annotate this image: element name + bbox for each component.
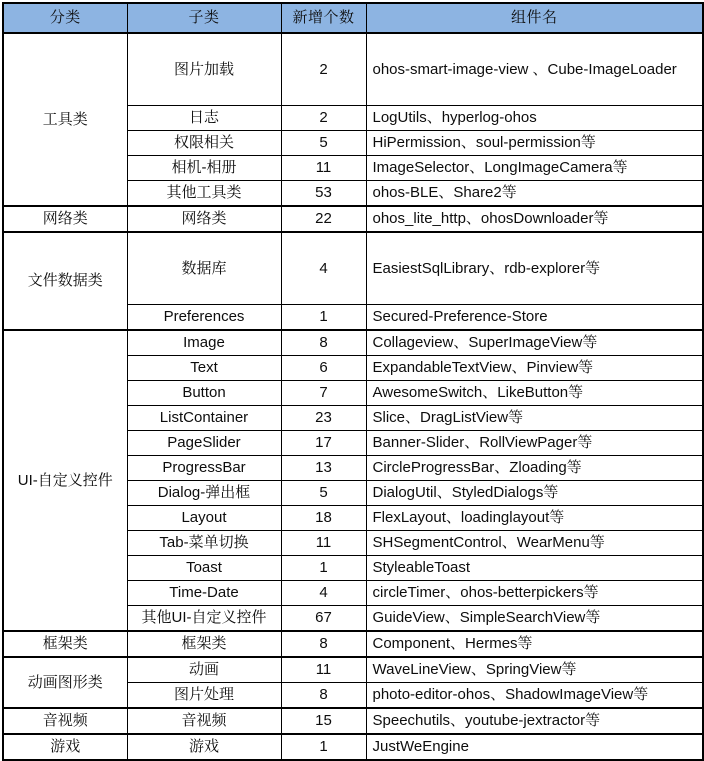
cell-subcategory: 数据库 [127,232,281,305]
cell-subcategory: Preferences [127,305,281,331]
cell-count: 8 [281,631,366,657]
cell-component-names: JustWeEngine [366,734,703,760]
cell-subcategory: Dialog-弹出框 [127,481,281,506]
cell-count: 4 [281,232,366,305]
cell-subcategory: 图片处理 [127,683,281,709]
cell-component-names: Component、Hermes等 [366,631,703,657]
cell-component-names: CircleProgressBar、Zloading等 [366,456,703,481]
table-row [3,330,703,356]
cell-category: UI-自定义控件 [3,330,127,631]
cell-subcategory: ListContainer [127,406,281,431]
cell-subcategory: 其他工具类 [127,181,281,207]
cell-component-names: WaveLineView、SpringView等 [366,657,703,683]
cell-count: 1 [281,305,366,331]
cell-component-names: circleTimer、ohos-betterpickers等 [366,581,703,606]
cell-count: 23 [281,406,366,431]
table-row [3,734,703,760]
cell-subcategory: Layout [127,506,281,531]
cell-subcategory: Toast [127,556,281,581]
cell-count: 11 [281,531,366,556]
cell-count: 18 [281,506,366,531]
cell-subcategory: 相机-相册 [127,156,281,181]
cell-category: 动画图形类 [3,657,127,708]
cell-category: 文件数据类 [3,232,127,330]
cell-component-names: LogUtils、hyperlog-ohos [366,106,703,131]
cell-count: 5 [281,481,366,506]
cell-count: 8 [281,683,366,709]
cell-count: 8 [281,330,366,356]
cell-count: 22 [281,206,366,232]
cell-subcategory: 音视频 [127,708,281,734]
cell-component-names: AwesomeSwitch、LikeButton等 [366,381,703,406]
cell-count: 2 [281,106,366,131]
cell-subcategory: 其他UI-自定义控件 [127,606,281,632]
cell-subcategory: 动画 [127,657,281,683]
header-cell-category: 分类 [3,3,127,33]
cell-count: 6 [281,356,366,381]
cell-component-names: ExpandableTextView、Pinview等 [366,356,703,381]
cell-count: 5 [281,131,366,156]
cell-category: 工具类 [3,33,127,206]
cell-category: 音视频 [3,708,127,734]
table-row [3,708,703,734]
table-row [3,206,703,232]
cell-category: 游戏 [3,734,127,760]
cell-component-names: DialogUtil、StyledDialogs等 [366,481,703,506]
table-row [3,232,703,305]
cell-count: 4 [281,581,366,606]
cell-category: 框架类 [3,631,127,657]
cell-component-names: Secured-Preference-Store [366,305,703,331]
cell-component-names: StyleableToast [366,556,703,581]
component-stats-table [2,2,704,761]
cell-count: 1 [281,734,366,760]
header-cell-component-name: 组件名 [366,3,703,33]
cell-count: 2 [281,33,366,106]
table-row [3,33,703,106]
cell-component-names: EasiestSqlLibrary、rdb-explorer等 [366,232,703,305]
header-cell-subcategory: 子类 [127,3,281,33]
cell-subcategory: 日志 [127,106,281,131]
cell-count: 11 [281,156,366,181]
cell-component-names: ohos_lite_http、ohosDownloader等 [366,206,703,232]
cell-subcategory: 框架类 [127,631,281,657]
cell-count: 7 [281,381,366,406]
cell-subcategory: Tab-菜单切换 [127,531,281,556]
cell-subcategory: Button [127,381,281,406]
header-row [3,3,703,33]
cell-count: 13 [281,456,366,481]
cell-component-names: Speechutils、youtube-jextractor等 [366,708,703,734]
cell-count: 11 [281,657,366,683]
cell-subcategory: Time-Date [127,581,281,606]
header-cell-count: 新增个数 [281,3,366,33]
cell-count: 53 [281,181,366,207]
cell-count: 17 [281,431,366,456]
cell-count: 15 [281,708,366,734]
cell-subcategory: 游戏 [127,734,281,760]
cell-component-names: SHSegmentControl、WearMenu等 [366,531,703,556]
cell-subcategory: 图片加载 [127,33,281,106]
cell-subcategory: 网络类 [127,206,281,232]
cell-component-names: Banner-Slider、RollViewPager等 [366,431,703,456]
cell-subcategory: Image [127,330,281,356]
table-header [3,3,703,33]
cell-component-names: ohos-smart-image-view 、Cube-ImageLoader [366,33,703,106]
cell-category: 网络类 [3,206,127,232]
cell-component-names: GuideView、SimpleSearchView等 [366,606,703,632]
cell-subcategory: ProgressBar [127,456,281,481]
cell-subcategory: PageSlider [127,431,281,456]
cell-component-names: FlexLayout、loadinglayout等 [366,506,703,531]
cell-component-names: Slice、DragListView等 [366,406,703,431]
cell-component-names: HiPermission、soul-permission等 [366,131,703,156]
cell-component-names: ImageSelector、LongImageCamera等 [366,156,703,181]
table-body [3,33,703,760]
cell-component-names: ohos-BLE、Share2等 [366,181,703,207]
table-row [3,631,703,657]
cell-subcategory: 权限相关 [127,131,281,156]
cell-count: 67 [281,606,366,632]
cell-subcategory: Text [127,356,281,381]
cell-count: 1 [281,556,366,581]
cell-component-names: photo-editor-ohos、ShadowImageView等 [366,683,703,709]
table-row [3,657,703,683]
cell-component-names: Collageview、SuperImageView等 [366,330,703,356]
